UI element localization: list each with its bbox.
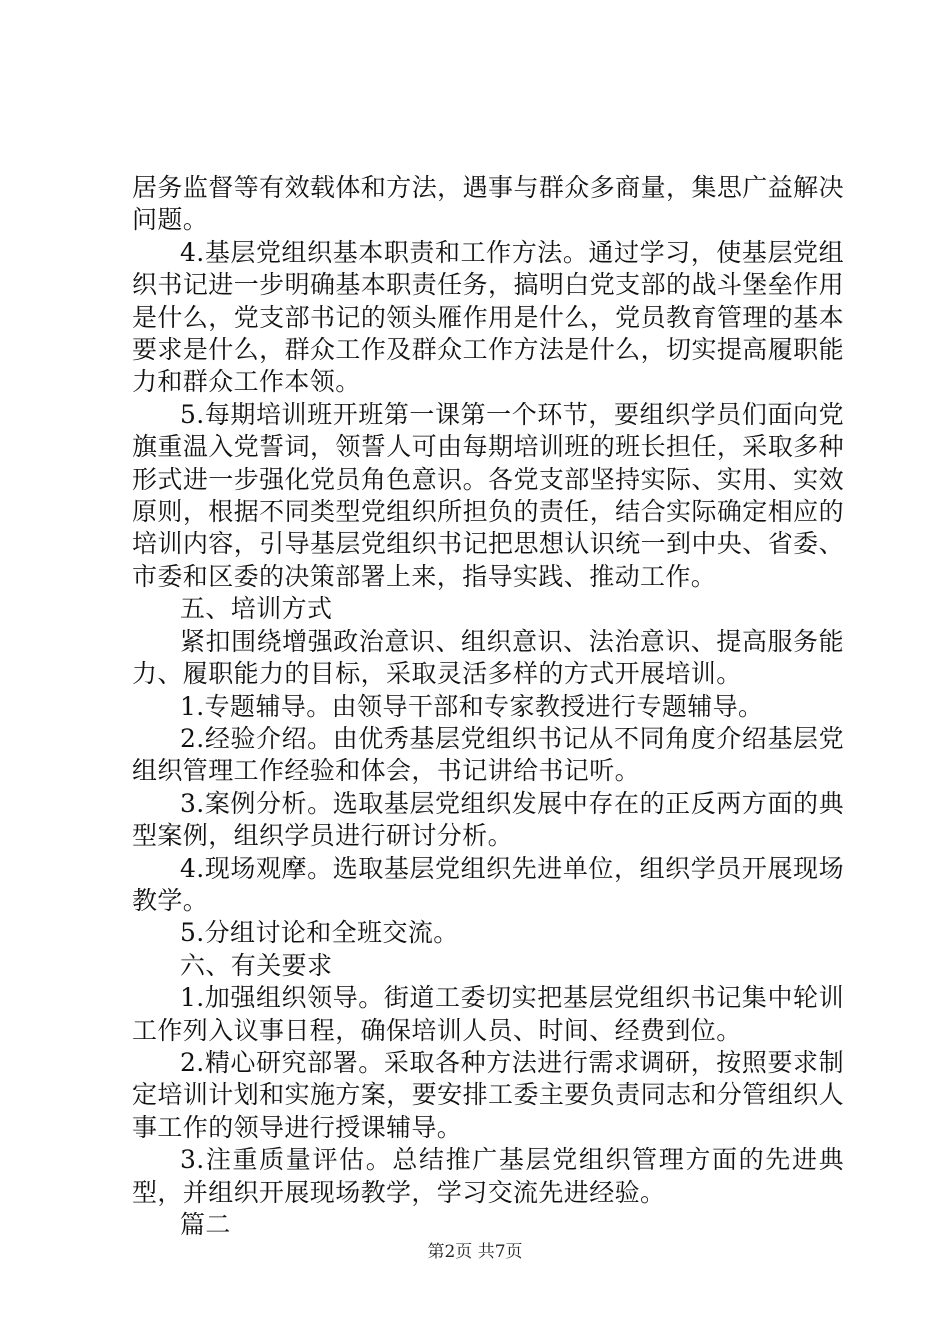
paragraph-requirement-3: 3.注重质量评估。总结推广基层党组织管理方面的先进典型，并组织开展现场教学，学习交流先进经验。 bbox=[132, 1145, 844, 1207]
page-number-label: 第2页 共7页 bbox=[427, 1242, 523, 1262]
paragraph-training-methods-intro: 紧扣围绕增强政治意识、组织意识、法治意识、提高服务能力、履职能力的目标，采取灵活多样的方式开展培训。 bbox=[132, 626, 844, 689]
paragraph-requirement-1: 1.加强组织领导。街道工委切实把基层党组织书记集中轮训工作列入议事日程，确保培训人员、时间、经费到位。 bbox=[132, 983, 844, 1045]
paragraph-method-3: 3.案例分析。选取基层党组织发展中存在的正反两方面的典型案例，组织学员进行研讨分析。 bbox=[132, 788, 844, 851]
section-heading-requirements: 六、有关要求 bbox=[180, 950, 333, 980]
paragraph-requirement-2: 2.精心研究部署。采取各种方法进行需求调研，按照要求制定培训计划和实施方案，要安排工委主要负责同志和分管组织人事工作的领导进行授课辅导。 bbox=[132, 1047, 844, 1142]
page-footer bbox=[0, 1241, 950, 1263]
paragraph-continuation: 居务监督等有效载体和方法，遇事与群众多商量，集思广益解决问题。 bbox=[132, 173, 844, 235]
document-body bbox=[132, 172, 844, 1241]
paragraph-method-4: 4.现场观摩。选取基层党组织先进单位，组织学员开展现场教学。 bbox=[132, 853, 844, 915]
paragraph-item-5-first-lesson: 5.每期培训班开班第一课第一个环节，要组织学员们面向党旗重温入党誓词，领誓人可由每期培训班的班长担任，采取多种形式进一步强化党员角色意识。各党支部坚持实际、实用、实效原则，根据不同类型党组织所担负的责任，结合实际确定相应的培训内容，引导基层党组织书记把思想认识统一到中央、省委、市委和区委的决策部署上来，指导实践、推动工作。 bbox=[132, 399, 844, 591]
paragraph-item-4-duties: 4.基层党组织基本职责和工作方法。通过学习，使基层党组织书记进一步明确基本职责任务，搞明白党支部的战斗堡垒作用是什么，党支部书记的领头雁作用是什么，党员教育管理的基本要求是什么，群众工作及群众工作方法是什么，切实提高履职能力和群众工作本领。 bbox=[132, 237, 844, 397]
section-heading-part-two: 篇二 bbox=[180, 1210, 231, 1239]
paragraph-method-5: 5.分组讨论和全班交流。 bbox=[180, 918, 459, 948]
paragraph-method-1: 1.专题辅导。由领导干部和专家教授进行专题辅导。 bbox=[180, 691, 764, 721]
section-heading-training-methods: 五、培训方式 bbox=[180, 594, 333, 624]
paragraph-method-2: 2.经验介绍。由优秀基层党组织书记从不同角度介绍基层党组织管理工作经验和体会，书记讲给书记听。 bbox=[132, 723, 844, 786]
